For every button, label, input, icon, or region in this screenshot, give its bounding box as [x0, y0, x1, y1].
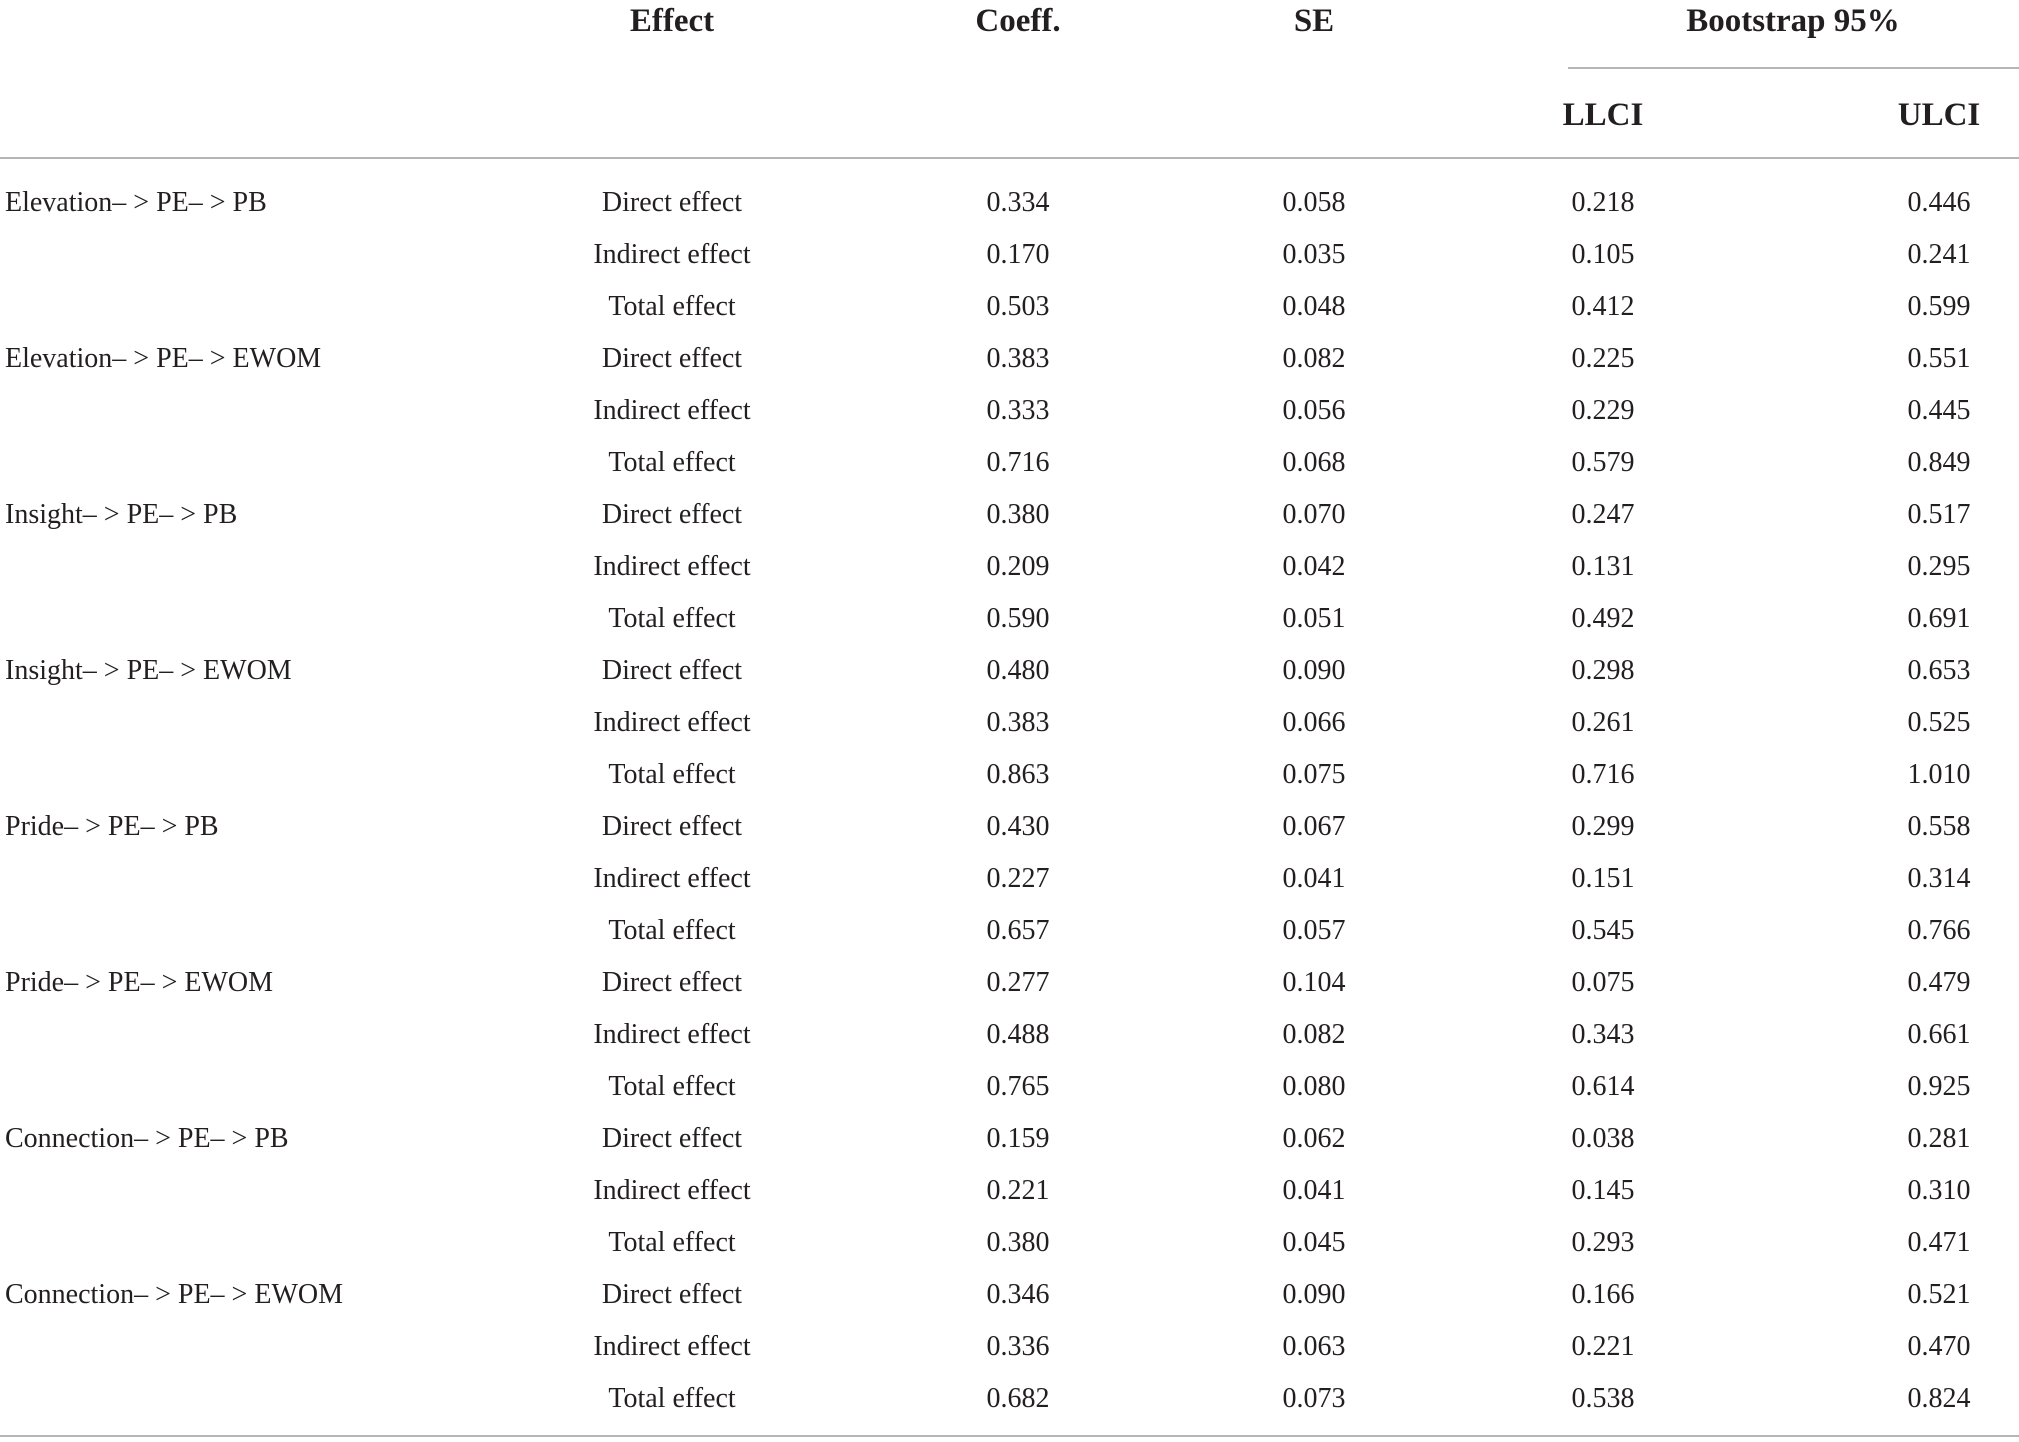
bottom-rule	[0, 1435, 2019, 1437]
coeff-cell: 0.333	[986, 395, 1050, 426]
llci-cell: 0.343	[1571, 1019, 1635, 1050]
coeff-cell: 0.346	[986, 1279, 1050, 1310]
coeff-cell: 0.430	[986, 811, 1050, 842]
effect-cell: Direct effect	[601, 499, 743, 530]
ulci-cell: 1.010	[1907, 759, 1971, 790]
se-cell: 0.073	[1282, 1383, 1346, 1414]
se-cell: 0.090	[1282, 1279, 1346, 1310]
se-cell: 0.056	[1282, 395, 1346, 426]
llci-cell: 0.166	[1571, 1279, 1635, 1310]
se-cell: 0.104	[1282, 967, 1346, 998]
llci-cell: 0.151	[1571, 863, 1635, 894]
ulci-cell: 0.766	[1907, 915, 1971, 946]
ulci-cell: 0.551	[1907, 343, 1971, 374]
se-cell: 0.062	[1282, 1123, 1346, 1154]
coeff-cell: 0.488	[986, 1019, 1050, 1050]
header-se: SE	[1293, 3, 1335, 39]
llci-cell: 0.225	[1571, 343, 1635, 374]
se-cell: 0.082	[1282, 1019, 1346, 1050]
se-cell: 0.080	[1282, 1071, 1346, 1102]
se-cell: 0.082	[1282, 343, 1346, 374]
ulci-cell: 0.653	[1907, 655, 1971, 686]
ulci-cell: 0.517	[1907, 499, 1971, 530]
header-coeff: Coeff.	[975, 3, 1061, 39]
path-cell: Pride– > PE– > EWOM	[5, 967, 274, 998]
effect-cell: Total effect	[608, 915, 736, 946]
se-cell: 0.057	[1282, 915, 1346, 946]
se-cell: 0.090	[1282, 655, 1346, 686]
coeff-cell: 0.657	[986, 915, 1050, 946]
header-bootstrap: Bootstrap 95%	[1686, 3, 1900, 39]
effect-cell: Indirect effect	[593, 395, 751, 426]
effect-cell: Indirect effect	[593, 1175, 751, 1206]
se-cell: 0.075	[1282, 759, 1346, 790]
path-cell: Elevation– > PE– > EWOM	[5, 343, 322, 374]
se-cell: 0.041	[1282, 863, 1346, 894]
effect-cell: Total effect	[608, 1071, 736, 1102]
ulci-cell: 0.925	[1907, 1071, 1971, 1102]
llci-cell: 0.299	[1571, 811, 1635, 842]
coeff-cell: 0.380	[986, 1227, 1050, 1258]
llci-cell: 0.221	[1571, 1331, 1635, 1362]
ulci-cell: 0.661	[1907, 1019, 1971, 1050]
effect-cell: Total effect	[608, 603, 736, 634]
ulci-cell: 0.295	[1907, 551, 1971, 582]
llci-cell: 0.131	[1571, 551, 1635, 582]
coeff-cell: 0.336	[986, 1331, 1050, 1362]
se-cell: 0.041	[1282, 1175, 1346, 1206]
llci-cell: 0.261	[1571, 707, 1635, 738]
ulci-cell: 0.558	[1907, 811, 1971, 842]
coeff-cell: 0.383	[986, 707, 1050, 738]
coeff-cell: 0.380	[986, 499, 1050, 530]
coeff-cell: 0.383	[986, 343, 1050, 374]
coeff-cell: 0.170	[986, 239, 1050, 270]
llci-cell: 0.545	[1571, 915, 1635, 946]
ulci-cell: 0.849	[1907, 447, 1971, 478]
coeff-cell: 0.277	[986, 967, 1050, 998]
header-rule	[0, 157, 2019, 159]
llci-cell: 0.412	[1571, 291, 1635, 322]
coeff-cell: 0.159	[986, 1123, 1050, 1154]
llci-cell: 0.538	[1571, 1383, 1635, 1414]
ulci-cell: 0.824	[1907, 1383, 1971, 1414]
ulci-cell: 0.691	[1907, 603, 1971, 634]
llci-cell: 0.218	[1571, 187, 1635, 218]
header-ulci: ULCI	[1897, 97, 1981, 133]
effect-cell: Indirect effect	[593, 1019, 751, 1050]
header-llci: LLCI	[1562, 97, 1644, 133]
coeff-cell: 0.227	[986, 863, 1050, 894]
llci-cell: 0.579	[1571, 447, 1635, 478]
effect-cell: Indirect effect	[593, 707, 751, 738]
effect-cell: Indirect effect	[593, 863, 751, 894]
llci-cell: 0.614	[1571, 1071, 1635, 1102]
bootstrap-underline	[1568, 67, 2019, 69]
ulci-cell: 0.479	[1907, 967, 1971, 998]
effect-cell: Indirect effect	[593, 551, 751, 582]
coeff-cell: 0.863	[986, 759, 1050, 790]
llci-cell: 0.293	[1571, 1227, 1635, 1258]
coeff-cell: 0.209	[986, 551, 1050, 582]
coeff-cell: 0.682	[986, 1383, 1050, 1414]
llci-cell: 0.105	[1571, 239, 1635, 270]
ulci-cell: 0.310	[1907, 1175, 1971, 1206]
coeff-cell: 0.221	[986, 1175, 1050, 1206]
effect-cell: Direct effect	[601, 655, 743, 686]
llci-cell: 0.298	[1571, 655, 1635, 686]
path-cell: Pride– > PE– > PB	[5, 811, 219, 842]
ulci-cell: 0.314	[1907, 863, 1971, 894]
ulci-cell: 0.241	[1907, 239, 1971, 270]
ulci-cell: 0.525	[1907, 707, 1971, 738]
ulci-cell: 0.521	[1907, 1279, 1971, 1310]
se-cell: 0.051	[1282, 603, 1346, 634]
se-cell: 0.048	[1282, 291, 1346, 322]
ulci-cell: 0.599	[1907, 291, 1971, 322]
effect-cell: Direct effect	[601, 343, 743, 374]
llci-cell: 0.492	[1571, 603, 1635, 634]
effect-cell: Total effect	[608, 1227, 736, 1258]
llci-cell: 0.075	[1571, 967, 1635, 998]
path-cell: Elevation– > PE– > PB	[5, 187, 267, 218]
se-cell: 0.045	[1282, 1227, 1346, 1258]
path-cell: Insight– > PE– > PB	[5, 499, 238, 530]
effect-cell: Direct effect	[601, 811, 743, 842]
ulci-cell: 0.281	[1907, 1123, 1971, 1154]
ulci-cell: 0.446	[1907, 187, 1971, 218]
llci-cell: 0.145	[1571, 1175, 1635, 1206]
coeff-cell: 0.765	[986, 1071, 1050, 1102]
effect-cell: Total effect	[608, 759, 736, 790]
effect-cell: Total effect	[608, 1383, 736, 1414]
effect-cell: Indirect effect	[593, 1331, 751, 1362]
header-effect: Effect	[629, 3, 715, 39]
coeff-cell: 0.503	[986, 291, 1050, 322]
se-cell: 0.066	[1282, 707, 1346, 738]
se-cell: 0.070	[1282, 499, 1346, 530]
ulci-cell: 0.470	[1907, 1331, 1971, 1362]
se-cell: 0.042	[1282, 551, 1346, 582]
se-cell: 0.067	[1282, 811, 1346, 842]
se-cell: 0.068	[1282, 447, 1346, 478]
llci-cell: 0.716	[1571, 759, 1635, 790]
coeff-cell: 0.334	[986, 187, 1050, 218]
effect-cell: Indirect effect	[593, 239, 751, 270]
llci-cell: 0.247	[1571, 499, 1635, 530]
effect-cell: Direct effect	[601, 187, 743, 218]
coeff-cell: 0.716	[986, 447, 1050, 478]
coeff-cell: 0.480	[986, 655, 1050, 686]
ulci-cell: 0.445	[1907, 395, 1971, 426]
effect-cell: Direct effect	[601, 1279, 743, 1310]
path-cell: Connection– > PE– > PB	[5, 1123, 289, 1154]
se-cell: 0.058	[1282, 187, 1346, 218]
effect-cell: Total effect	[608, 447, 736, 478]
llci-cell: 0.038	[1571, 1123, 1635, 1154]
llci-cell: 0.229	[1571, 395, 1635, 426]
effect-cell: Direct effect	[601, 967, 743, 998]
effect-cell: Direct effect	[601, 1123, 743, 1154]
effect-cell: Total effect	[608, 291, 736, 322]
coeff-cell: 0.590	[986, 603, 1050, 634]
se-cell: 0.035	[1282, 239, 1346, 270]
path-cell: Insight– > PE– > EWOM	[5, 655, 292, 686]
se-cell: 0.063	[1282, 1331, 1346, 1362]
ulci-cell: 0.471	[1907, 1227, 1971, 1258]
path-cell: Connection– > PE– > EWOM	[5, 1279, 343, 1310]
